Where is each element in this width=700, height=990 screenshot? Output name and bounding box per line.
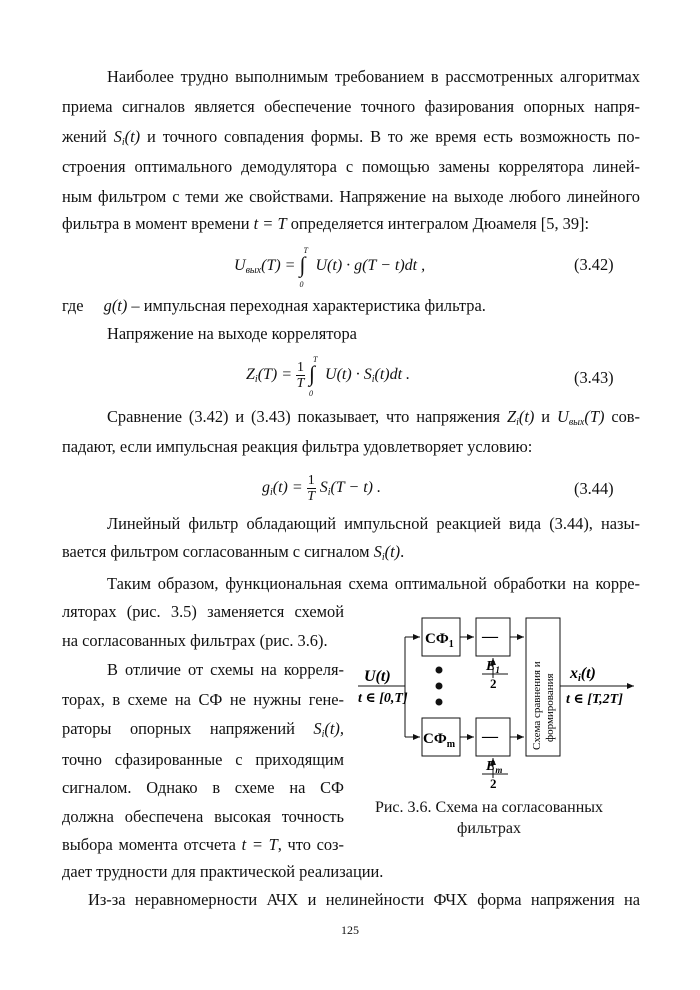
paragraph-2-line-1: Сравнение (3.42) и (3.43) показывает, что напряжения $Z_i(t)$ и $U_{вых}(T)$ сов- — [107, 407, 640, 428]
output-signal-label: xi(t) — [570, 665, 596, 684]
paragraph-4-line-1: Таким образом, функциональная схема оптимальной обработки на корре- — [107, 574, 640, 593]
compare-block-label-2: формирования — [544, 673, 556, 742]
subtract-1-symbol: — — [482, 628, 498, 645]
energy-1-label: $E_1$ — [486, 659, 500, 675]
paragraph-2-line-2: падают, если импульсная реакция фильтра удовлетворяет условию: — [62, 437, 533, 456]
paragraph-3-line-1: Линейный фильтр обладающий импульсной реакцией вида (3.44), назы- — [107, 514, 640, 533]
input-signal-label: U(t) — [364, 668, 391, 685]
figure-caption-line-2: фильтрах — [457, 820, 521, 837]
last-line: Из-за неравномерности АЧХ и нелинейности ФЧХ форма напряжения на — [88, 890, 640, 909]
paragraph-3-line-2: вается фильтром согласованным с сигналом $S_i(t)$. — [62, 542, 405, 563]
paragraph-1-line-2: приема сигналов является обеспечение точного фазирования опорных напря- — [62, 97, 640, 116]
equation-3-44: $g_i(t)$ = $\frac{1}{T}$ $S_i(T - t)$ . — [262, 473, 381, 504]
block-diagram — [350, 600, 640, 800]
equation-3-42: $U_{вых}(T)$ = T ∫ 0 U(t) · g(T − t)dt , — [234, 246, 426, 289]
ellipsis-dot-3 — [436, 699, 443, 706]
paragraph-1-line-3: жений $S_i(t)$ и точного совпадения формы. В то же время есть возможность по- — [62, 127, 640, 148]
input-range-label: t ∈ [0,T] — [358, 691, 408, 706]
compare-block-label: Схема сравнения и — [531, 661, 543, 750]
equation-number-3-42: (3.42) — [574, 255, 614, 274]
paragraph-5-line-6: должна обеспечена высокая точность — [62, 807, 344, 826]
figure-caption-line-1: Рис. 3.6. Схема на согласованных — [374, 799, 604, 816]
paragraph-1-line-4: строения оптимального демодулятора с помощью замены коррелятора линей- — [62, 157, 640, 176]
output-range-label: t ∈ [T,2T] — [566, 692, 623, 707]
where-line: где g(t) – импульсная переходная характеристика фильтра. — [62, 296, 486, 315]
paragraph-5-line-1: В отличие от схемы на корреля- — [107, 660, 344, 679]
paragraph-5-line-8: дает трудности для практической реализации. — [62, 862, 384, 881]
subtract-m-symbol: — — [482, 728, 498, 745]
paragraph-1-line-5: ным фильтром с теми же свойствами. Напряжение на выходе любого линейного — [62, 187, 640, 206]
paragraph-1-line-1: Наиболее трудно выполнимым требованием в рассмотренных алгоритмах — [107, 67, 640, 86]
paragraph-4-line-2: ляторах (рис. 3.5) заменяется схемой — [62, 602, 344, 621]
equation-number-3-43: (3.43) — [574, 368, 614, 387]
paragraph-5-line-5: сигналом. Однако в схеме на СФ — [62, 778, 344, 797]
paragraph-1-line-6: фильтра в момент времени t = T определяется интегралом Дюамеля [5, 39]: — [62, 214, 590, 233]
paragraph-4-line-3: на согласованных фильтрах (рис. 3.6). — [62, 631, 328, 650]
correlator-intro: Напряжение на выходе коррелятора — [107, 324, 357, 343]
paragraph-5-line-3: раторы опорных напряжений $S_i(t)$, — [62, 719, 344, 740]
paragraph-5-line-2: торах, в схеме на СФ не нужны гене- — [62, 690, 344, 709]
energy-m-label: $E_m$ — [486, 759, 503, 775]
ellipsis-dot-2 — [436, 683, 443, 690]
paragraph-5-line-7: выбора момента отсчета t = T, что соз- — [62, 835, 344, 854]
equation-number-3-44: (3.44) — [574, 479, 614, 498]
equation-3-43: $Z_i(T)$ = $\frac{1}{T}$ T ∫ 0 $U(t) \cdot S_i(t)dt$ . — [246, 355, 411, 399]
ellipsis-dot-1 — [436, 667, 443, 674]
figure-caption — [362, 797, 616, 839]
filter-1-label: $СФ_1$ — [425, 631, 454, 650]
energy-1-divisor: 2 — [490, 676, 497, 691]
page-number: 125 — [341, 923, 359, 937]
paragraph-5-line-4: точно сфазированные с приходящим — [62, 750, 344, 769]
symbol-si-t: $S_i(t)$ — [113, 127, 141, 148]
filter-m-label: $СФ_m$ — [423, 731, 456, 750]
energy-m-divisor: 2 — [490, 776, 497, 791]
